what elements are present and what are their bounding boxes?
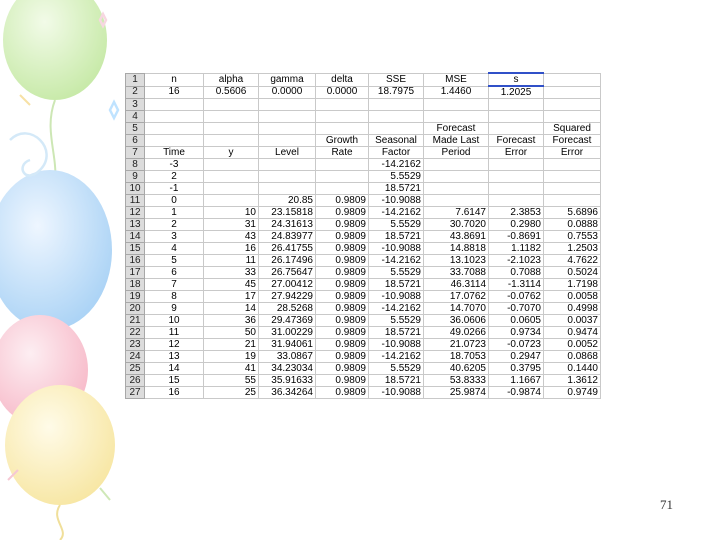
table-cell[interactable]: 0.9809 — [316, 279, 369, 291]
table-cell[interactable]: Error — [544, 147, 601, 159]
table-cell[interactable]: 0.9809 — [316, 375, 369, 387]
table-cell[interactable] — [259, 159, 316, 171]
row-header[interactable]: 19 — [126, 291, 145, 303]
row-header[interactable]: 17 — [126, 267, 145, 279]
table-cell[interactable]: 30.7020 — [424, 219, 489, 231]
row-header[interactable]: 7 — [126, 147, 145, 159]
table-cell[interactable]: 18.7975 — [369, 86, 424, 99]
table-cell[interactable]: 0.9474 — [544, 327, 601, 339]
table-cell[interactable]: 0.9734 — [489, 327, 544, 339]
table-cell[interactable]: 0.9809 — [316, 267, 369, 279]
spreadsheet-table — [125, 72, 601, 399]
table-cell[interactable]: -0.0762 — [489, 291, 544, 303]
table-cell[interactable]: 9 — [145, 303, 204, 315]
table-cell[interactable]: 1.1667 — [489, 375, 544, 387]
table-cell[interactable]: 49.0266 — [424, 327, 489, 339]
table-row — [126, 231, 601, 243]
table-cell[interactable] — [259, 99, 316, 111]
table-cell[interactable]: -10.9088 — [369, 291, 424, 303]
table-row — [126, 159, 601, 171]
table-cell[interactable]: 0.9809 — [316, 303, 369, 315]
table-cell[interactable] — [424, 99, 489, 111]
table-cell[interactable]: 18.5721 — [369, 279, 424, 291]
table-cell[interactable]: Forecast — [489, 135, 544, 147]
table-cell[interactable]: 5.5529 — [369, 315, 424, 327]
row-header[interactable]: 13 — [126, 219, 145, 231]
table-cell[interactable] — [489, 171, 544, 183]
table-cell[interactable]: 4.7622 — [544, 255, 601, 267]
row-header[interactable]: 1 — [126, 73, 145, 86]
table-cell[interactable]: 1.2025 — [489, 86, 544, 99]
table-cell[interactable] — [544, 183, 601, 195]
table-cell[interactable]: Rate — [316, 147, 369, 159]
table-cell[interactable] — [424, 111, 489, 123]
table-cell[interactable]: 2.3853 — [489, 207, 544, 219]
table-cell[interactable] — [316, 111, 369, 123]
table-cell[interactable] — [424, 195, 489, 207]
table-cell[interactable] — [424, 183, 489, 195]
table-cell[interactable]: Growth — [316, 135, 369, 147]
row-header[interactable]: 9 — [126, 171, 145, 183]
table-cell[interactable] — [259, 135, 316, 147]
table-cell[interactable] — [424, 159, 489, 171]
row-header[interactable]: 12 — [126, 207, 145, 219]
table-cell[interactable]: 13.1023 — [424, 255, 489, 267]
table-cell[interactable]: 0.9809 — [316, 327, 369, 339]
table-cell[interactable]: Seasonal — [369, 135, 424, 147]
table-cell[interactable] — [424, 171, 489, 183]
table-cell[interactable]: -0.8691 — [489, 231, 544, 243]
table-cell[interactable]: gamma — [259, 73, 316, 86]
table-cell[interactable] — [544, 159, 601, 171]
table-cell[interactable]: 0.0888 — [544, 219, 601, 231]
table-cell[interactable]: -1 — [145, 183, 204, 195]
table-cell[interactable]: 18.5721 — [369, 183, 424, 195]
table-cell[interactable]: 19 — [204, 351, 259, 363]
table-cell[interactable]: 0.9809 — [316, 195, 369, 207]
table-cell[interactable] — [204, 171, 259, 183]
row-header[interactable]: 20 — [126, 303, 145, 315]
table-cell[interactable]: 11 — [204, 255, 259, 267]
table-row — [126, 387, 601, 399]
table-cell[interactable]: 0.9809 — [316, 243, 369, 255]
table-cell[interactable]: 0.9809 — [316, 339, 369, 351]
table-cell[interactable]: Time — [145, 147, 204, 159]
table-cell[interactable]: 6 — [145, 267, 204, 279]
table-cell[interactable]: 0.0058 — [544, 291, 601, 303]
table-cell[interactable]: 10 — [145, 315, 204, 327]
table-cell[interactable]: 31 — [204, 219, 259, 231]
table-cell[interactable]: 33.0867 — [259, 351, 316, 363]
table-cell[interactable] — [489, 195, 544, 207]
table-cell[interactable]: 0.4998 — [544, 303, 601, 315]
table-cell[interactable]: y — [204, 147, 259, 159]
table-cell[interactable]: 12 — [145, 339, 204, 351]
table-cell[interactable]: -10.9088 — [369, 243, 424, 255]
table-cell[interactable]: 0.9809 — [316, 255, 369, 267]
table-cell[interactable]: 0.9809 — [316, 351, 369, 363]
table-cell[interactable]: 5.6896 — [544, 207, 601, 219]
row-header[interactable]: 23 — [126, 339, 145, 351]
table-cell[interactable]: 20.85 — [259, 195, 316, 207]
table-cell[interactable]: Made Last — [424, 135, 489, 147]
table-cell[interactable] — [259, 123, 316, 135]
table-cell[interactable]: 26.41755 — [259, 243, 316, 255]
table-cell[interactable]: 8 — [145, 291, 204, 303]
table-cell[interactable]: 0.0000 — [259, 86, 316, 99]
table-cell[interactable]: Error — [489, 147, 544, 159]
table-cell[interactable]: Factor — [369, 147, 424, 159]
table-cell[interactable]: 0.9809 — [316, 231, 369, 243]
row-header[interactable]: 8 — [126, 159, 145, 171]
table-cell[interactable]: 21.0723 — [424, 339, 489, 351]
table-cell[interactable]: 1.7198 — [544, 279, 601, 291]
table-cell[interactable]: 53.8333 — [424, 375, 489, 387]
table-cell[interactable]: 17 — [204, 291, 259, 303]
table-cell[interactable] — [145, 123, 204, 135]
table-cell[interactable]: 14 — [145, 363, 204, 375]
table-cell[interactable]: -0.0723 — [489, 339, 544, 351]
table-cell[interactable]: 0.7088 — [489, 267, 544, 279]
table-cell[interactable] — [204, 99, 259, 111]
table-cell[interactable]: -14.2162 — [369, 303, 424, 315]
table-cell[interactable]: -0.9874 — [489, 387, 544, 399]
table-cell[interactable]: -3 — [145, 159, 204, 171]
table-cell[interactable]: 5 — [145, 255, 204, 267]
table-cell[interactable]: 23.15818 — [259, 207, 316, 219]
table-cell[interactable] — [145, 111, 204, 123]
table-cell[interactable]: 17.0762 — [424, 291, 489, 303]
table-cell[interactable] — [489, 183, 544, 195]
row-header[interactable]: 3 — [126, 99, 145, 111]
table-cell[interactable]: 0.5024 — [544, 267, 601, 279]
table-cell[interactable] — [316, 171, 369, 183]
table-row — [126, 86, 601, 99]
table-cell[interactable]: 1.4460 — [424, 86, 489, 99]
table-cell[interactable]: 21 — [204, 339, 259, 351]
table-cell[interactable]: 14.8818 — [424, 243, 489, 255]
row-header[interactable]: 10 — [126, 183, 145, 195]
table-cell[interactable]: 18.5721 — [369, 327, 424, 339]
table-cell[interactable] — [316, 183, 369, 195]
table-cell[interactable] — [259, 171, 316, 183]
table-cell[interactable]: 2 — [145, 219, 204, 231]
table-row — [126, 291, 601, 303]
table-cell[interactable]: 15 — [145, 375, 204, 387]
table-cell[interactable]: 25.9874 — [424, 387, 489, 399]
table-cell[interactable]: 0.9749 — [544, 387, 601, 399]
table-cell[interactable]: 7.6147 — [424, 207, 489, 219]
table-cell[interactable]: 11 — [145, 327, 204, 339]
table-cell[interactable] — [259, 111, 316, 123]
table-cell[interactable]: 16 — [145, 387, 204, 399]
table-cell[interactable] — [544, 111, 601, 123]
table-cell[interactable]: SSE — [369, 73, 424, 86]
table-cell[interactable]: -2.1023 — [489, 255, 544, 267]
table-cell[interactable]: 45 — [204, 279, 259, 291]
table-cell[interactable]: 0.0052 — [544, 339, 601, 351]
table-cell[interactable]: -10.9088 — [369, 387, 424, 399]
table-cell[interactable]: 43 — [204, 231, 259, 243]
table-cell[interactable]: 4 — [145, 243, 204, 255]
table-cell[interactable]: 1 — [145, 207, 204, 219]
table-row — [126, 363, 601, 375]
row-header[interactable]: 4 — [126, 111, 145, 123]
table-cell[interactable]: 33 — [204, 267, 259, 279]
table-cell[interactable]: -1.3114 — [489, 279, 544, 291]
table-row — [126, 147, 601, 159]
table-cell[interactable] — [145, 135, 204, 147]
table-row — [126, 207, 601, 219]
table-cell[interactable]: -10.9088 — [369, 195, 424, 207]
table-cell[interactable] — [316, 159, 369, 171]
table-cell[interactable]: 5.5529 — [369, 267, 424, 279]
row-header[interactable]: 22 — [126, 327, 145, 339]
table-cell[interactable]: 0.3795 — [489, 363, 544, 375]
table-cell[interactable]: delta — [316, 73, 369, 86]
table-cell[interactable]: 0.9809 — [316, 363, 369, 375]
table-cell[interactable]: 5.5529 — [369, 219, 424, 231]
table-cell[interactable]: 0.7553 — [544, 231, 601, 243]
table-row — [126, 73, 601, 86]
row-header[interactable]: 11 — [126, 195, 145, 207]
table-cell[interactable] — [544, 195, 601, 207]
table-cell[interactable]: 33.7088 — [424, 267, 489, 279]
table-cell[interactable]: 41 — [204, 363, 259, 375]
table-cell[interactable]: 36 — [204, 315, 259, 327]
table-cell[interactable] — [316, 99, 369, 111]
table-cell[interactable] — [145, 99, 204, 111]
row-header[interactable]: 6 — [126, 135, 145, 147]
row-header[interactable]: 24 — [126, 351, 145, 363]
table-cell[interactable]: -10.9088 — [369, 339, 424, 351]
table-cell[interactable] — [316, 123, 369, 135]
table-cell[interactable]: 13 — [145, 351, 204, 363]
table-cell[interactable] — [204, 135, 259, 147]
table-cell[interactable]: 25 — [204, 387, 259, 399]
table-cell[interactable]: 46.3114 — [424, 279, 489, 291]
table-row — [126, 243, 601, 255]
table-cell[interactable]: 3 — [145, 231, 204, 243]
table-cell[interactable] — [544, 73, 601, 86]
table-row — [126, 219, 601, 231]
table-row — [126, 315, 601, 327]
table-cell[interactable]: Period — [424, 147, 489, 159]
table-cell[interactable]: 35.91633 — [259, 375, 316, 387]
table-row — [126, 99, 601, 111]
table-cell[interactable]: 0 — [145, 195, 204, 207]
yellow-balloon-icon — [5, 385, 115, 540]
table-row — [126, 111, 601, 123]
table-cell[interactable]: Squared — [544, 123, 601, 135]
table-cell[interactable]: 27.94229 — [259, 291, 316, 303]
row-header[interactable]: 26 — [126, 375, 145, 387]
table-cell[interactable]: -14.2162 — [369, 351, 424, 363]
table-cell[interactable]: 31.00229 — [259, 327, 316, 339]
table-cell[interactable]: 40.6205 — [424, 363, 489, 375]
table-cell[interactable]: 55 — [204, 375, 259, 387]
table-row — [126, 375, 601, 387]
table-cell[interactable]: 34.23034 — [259, 363, 316, 375]
table-cell[interactable]: -0.7070 — [489, 303, 544, 315]
table-cell[interactable]: n — [145, 73, 204, 86]
table-cell[interactable]: 14.7070 — [424, 303, 489, 315]
table-cell[interactable] — [544, 86, 601, 99]
row-header[interactable]: 27 — [126, 387, 145, 399]
table-cell[interactable]: MSE — [424, 73, 489, 86]
row-header[interactable]: 5 — [126, 123, 145, 135]
table-cell[interactable]: 0.9809 — [316, 291, 369, 303]
row-header[interactable]: 18 — [126, 279, 145, 291]
table-cell[interactable]: 0.0868 — [544, 351, 601, 363]
row-header[interactable]: 2 — [126, 86, 145, 99]
table-cell[interactable] — [369, 99, 424, 111]
page-number: 71 — [660, 497, 673, 512]
row-header[interactable]: 25 — [126, 363, 145, 375]
table-cell[interactable]: 2 — [145, 171, 204, 183]
table-cell[interactable]: 0.0000 — [316, 86, 369, 99]
table-cell[interactable]: 5.5529 — [369, 171, 424, 183]
table-cell[interactable]: 0.2947 — [489, 351, 544, 363]
table-cell[interactable] — [489, 159, 544, 171]
table-cell[interactable]: 7 — [145, 279, 204, 291]
table-cell[interactable]: 0.9809 — [316, 219, 369, 231]
table-cell[interactable]: 29.47369 — [259, 315, 316, 327]
table-row — [126, 255, 601, 267]
table-cell[interactable]: 0.9809 — [316, 207, 369, 219]
table-cell[interactable]: 16 — [204, 243, 259, 255]
table-cell[interactable]: 18.5721 — [369, 375, 424, 387]
table-cell[interactable]: Level — [259, 147, 316, 159]
table-cell[interactable] — [204, 123, 259, 135]
table-row — [126, 303, 601, 315]
table-cell[interactable] — [489, 111, 544, 123]
table-cell[interactable]: 1.1182 — [489, 243, 544, 255]
table-cell[interactable]: 24.83977 — [259, 231, 316, 243]
table-cell[interactable] — [204, 195, 259, 207]
table-row — [126, 171, 601, 183]
table-cell[interactable]: 1.2503 — [544, 243, 601, 255]
table-row — [126, 327, 601, 339]
table-cell[interactable]: 28.5268 — [259, 303, 316, 315]
table-cell[interactable]: 0.0605 — [489, 315, 544, 327]
table-row — [126, 279, 601, 291]
table-cell[interactable]: 18.7053 — [424, 351, 489, 363]
table-cell[interactable]: alpha — [204, 73, 259, 86]
table-row — [126, 183, 601, 195]
table-cell[interactable] — [204, 183, 259, 195]
table-cell[interactable]: 31.94061 — [259, 339, 316, 351]
row-header[interactable]: 16 — [126, 255, 145, 267]
table-row — [126, 339, 601, 351]
table-cell[interactable]: 26.17496 — [259, 255, 316, 267]
table-cell[interactable]: Forecast — [424, 123, 489, 135]
table-cell[interactable]: 18.5721 — [369, 231, 424, 243]
table-cell[interactable]: 0.0037 — [544, 315, 601, 327]
table-cell[interactable]: -14.2162 — [369, 207, 424, 219]
table-cell[interactable]: 0.2980 — [489, 219, 544, 231]
table-cell[interactable]: 5.5529 — [369, 363, 424, 375]
row-header[interactable]: 15 — [126, 243, 145, 255]
table-cell[interactable]: 0.9809 — [316, 315, 369, 327]
table-cell[interactable]: 26.75647 — [259, 267, 316, 279]
table-cell[interactable]: 1.3612 — [544, 375, 601, 387]
table-row — [126, 135, 601, 147]
table-cell[interactable]: -14.2162 — [369, 159, 424, 171]
table-cell[interactable] — [489, 123, 544, 135]
table-cell[interactable]: 0.5606 — [204, 86, 259, 99]
table-cell[interactable]: 43.8691 — [424, 231, 489, 243]
table-cell[interactable]: 50 — [204, 327, 259, 339]
table-row — [126, 195, 601, 207]
table-row — [126, 351, 601, 363]
table-cell[interactable]: 16 — [145, 86, 204, 99]
table-cell[interactable] — [369, 123, 424, 135]
table-cell[interactable]: 24.31613 — [259, 219, 316, 231]
table-cell[interactable]: 0.1440 — [544, 363, 601, 375]
table-cell[interactable] — [544, 99, 601, 111]
table-cell[interactable]: s — [489, 73, 544, 86]
table-cell[interactable]: 36.0606 — [424, 315, 489, 327]
table-row — [126, 267, 601, 279]
table-cell[interactable]: 10 — [204, 207, 259, 219]
table-row — [126, 123, 601, 135]
table-cell[interactable]: 14 — [204, 303, 259, 315]
table-cell[interactable]: 27.00412 — [259, 279, 316, 291]
table-cell[interactable]: 36.34264 — [259, 387, 316, 399]
table-cell[interactable] — [489, 99, 544, 111]
table-cell[interactable] — [369, 111, 424, 123]
table-cell[interactable] — [204, 159, 259, 171]
table-cell[interactable] — [544, 171, 601, 183]
table-cell[interactable]: 0.9809 — [316, 387, 369, 399]
table-cell[interactable]: -14.2162 — [369, 255, 424, 267]
table-cell[interactable] — [259, 183, 316, 195]
row-header[interactable]: 21 — [126, 315, 145, 327]
table-cell[interactable] — [204, 111, 259, 123]
row-header[interactable]: 14 — [126, 231, 145, 243]
table-cell[interactable]: Forecast — [544, 135, 601, 147]
